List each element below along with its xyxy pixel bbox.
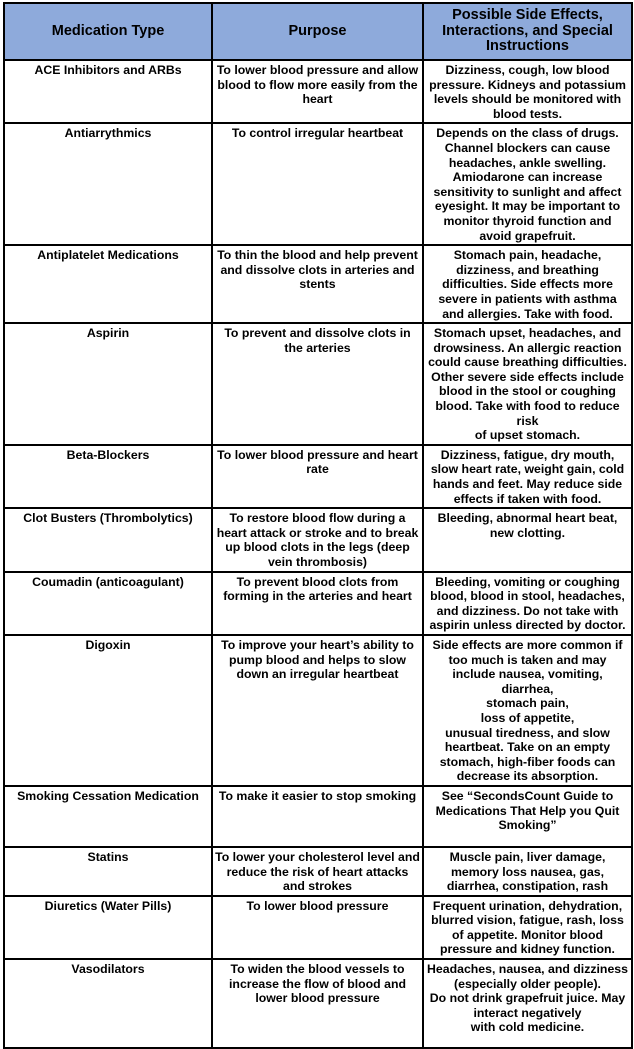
medication-type-cell: Beta-Blockers: [4, 445, 212, 508]
header-row: [4, 3, 632, 60]
purpose-cell: To restore blood flow during a heart attack or stroke and to break up blood clots in the legs (deep vein thrombosis): [212, 508, 423, 571]
medication-type-cell: ACE Inhibitors and ARBs: [4, 60, 212, 123]
table-row: [4, 123, 632, 245]
medication-type-cell: Vasodilators: [4, 959, 212, 1048]
side-effects-cell: Bleeding, abnormal heart beat, new clotting.: [423, 508, 632, 571]
side-effects-cell: Stomach upset, headaches, and drowsiness. An allergic reaction could cause breathing difficulties. Other severe side effects include blood in the stool or coughing blood. Take with food to reduce risk of upset stomach.: [423, 323, 632, 445]
purpose-cell: To make it easier to stop smoking: [212, 786, 423, 847]
table-row: [4, 572, 632, 635]
side-effects-cell: Bleeding, vomiting or coughing blood, blood in stool, headaches, and dizziness. Do not take with aspirin unless directed by doctor.: [423, 572, 632, 635]
medication-type-cell: Digoxin: [4, 635, 212, 786]
purpose-cell: To lower blood pressure and allow blood to flow more easily from the heart: [212, 60, 423, 123]
medication-type-cell: Antiarrythmics: [4, 123, 212, 245]
medication-type-cell: Smoking Cessation Medication: [4, 786, 212, 847]
medication-type-cell: Statins: [4, 847, 212, 896]
purpose-cell: To improve your heart’s ability to pump blood and helps to slow down an irregular heartbeat: [212, 635, 423, 786]
medication-type-cell: Antiplatelet Medications: [4, 245, 212, 323]
table-row: [4, 323, 632, 445]
table-row: [4, 445, 632, 508]
medication-type-cell: Diuretics (Water Pills): [4, 896, 212, 959]
medication-type-cell: Clot Busters (Thrombolytics): [4, 508, 212, 571]
purpose-cell: To prevent blood clots from forming in the arteries and heart: [212, 572, 423, 635]
side-effects-cell: See “SecondsCount Guide to Medications That Help you Quit Smoking”: [423, 786, 632, 847]
side-effects-cell: Frequent urination, dehydration, blurred vision, fatigue, rash, loss of appetite. Monitor blood pressure and kidney function.: [423, 896, 632, 959]
purpose-cell: To prevent and dissolve clots in the arteries: [212, 323, 423, 445]
purpose-cell: To thin the blood and help prevent and dissolve clots in arteries and stents: [212, 245, 423, 323]
side-effects-cell: Muscle pain, liver damage, memory loss nausea, gas, diarrhea, constipation, rash: [423, 847, 632, 896]
side-effects-cell: Stomach pain, headache, dizziness, and breathing difficulties. Side effects more severe in patients with asthma and allergies. Take with food.: [423, 245, 632, 323]
table-row: [4, 508, 632, 571]
header-medication-type: Medication Type: [4, 3, 212, 60]
table-row: [4, 245, 632, 323]
side-effects-cell: Depends on the class of drugs. Channel blockers can cause headaches, ankle swelling. Amiodarone can increase sensitivity to sunlight and affect eyesight. It may be important to monitor thyroid function and avoid grapefruit.: [423, 123, 632, 245]
table-row: [4, 959, 632, 1048]
table-row: [4, 896, 632, 959]
purpose-cell: To control irregular heartbeat: [212, 123, 423, 245]
side-effects-cell: Side effects are more common if too much is taken and may include nausea, vomiting, diarrhea, stomach pain, loss of appetite, unusual tiredness, and slow heartbeat. Take on an empty stomach, high-fiber foods can decrease its absorption.: [423, 635, 632, 786]
side-effects-cell: Dizziness, fatigue, dry mouth, slow heart rate, weight gain, cold hands and feet. May reduce side effects if taken with food.: [423, 445, 632, 508]
table-row: [4, 847, 632, 896]
medication-table: [3, 2, 633, 1049]
medication-type-cell: Aspirin: [4, 323, 212, 445]
side-effects-cell: Dizziness, cough, low blood pressure. Kidneys and potassium levels should be monitored with blood tests.: [423, 60, 632, 123]
table-row: [4, 60, 632, 123]
header-purpose: Purpose: [212, 3, 423, 60]
purpose-cell: To lower blood pressure and heart rate: [212, 445, 423, 508]
table-row: [4, 635, 632, 786]
purpose-cell: To widen the blood vessels to increase the flow of blood and lower blood pressure: [212, 959, 423, 1048]
side-effects-cell: Headaches, nausea, and dizziness (especially older people). Do not drink grapefruit juice. May interact negatively with cold medicine.: [423, 959, 632, 1048]
medication-type-cell: Coumadin (anticoagulant): [4, 572, 212, 635]
header-side-effects: Possible Side Effects, Interactions, and Special Instructions: [423, 3, 632, 60]
table-row: [4, 786, 632, 847]
purpose-cell: To lower your cholesterol level and reduce the risk of heart attacks and strokes: [212, 847, 423, 896]
purpose-cell: To lower blood pressure: [212, 896, 423, 959]
